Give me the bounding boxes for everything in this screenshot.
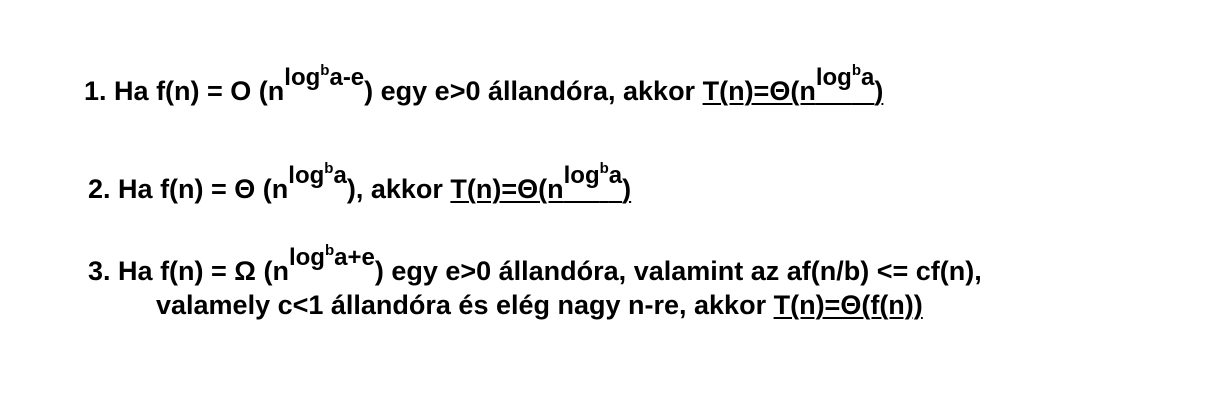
rule-3: [88, 242, 982, 286]
rule-3-continuation: [156, 292, 923, 319]
rule-2-lead: Ha f(n) = Θ (n: [118, 174, 289, 204]
rule-3-lead: Ha f(n) = Ω (n: [118, 256, 289, 286]
rule-1-exponent: $\log^ba-e$: [284, 62, 365, 91]
rule-1: [84, 62, 884, 106]
rule-1-result-exponent: $\log^ba$: [815, 62, 875, 91]
rule-3-result: T(n)=Θ(f(n)): [773, 290, 923, 320]
rule-1-tail: ) egy e>0 állandóra, akkor: [364, 76, 696, 106]
rule-2-number: 2.: [88, 174, 111, 204]
rule-3-exponent: $\log^ba+e$: [288, 242, 375, 271]
rule-1-lead: Ha f(n) = O (n: [114, 76, 285, 106]
rule-1-number: 1.: [84, 76, 107, 106]
rule-3-tail: ) egy e>0 állandóra, valamint az af(n/b) <= cf(n),: [374, 256, 982, 286]
rule-2-tail: ), akkor: [346, 174, 443, 204]
rule-3-number: 3.: [88, 256, 111, 286]
rule-2-result: T(n)=Θ(nlog$^b$a): [450, 160, 632, 204]
rule-2: [88, 160, 632, 204]
rule-2-exponent: $\log^ba$: [288, 160, 347, 189]
rule-1-result: T(n)=Θ(nlog$^b$a): [702, 62, 884, 106]
rule-2-result-exponent: $\log^ba$: [563, 160, 623, 189]
rule-3-line2: valamely c<1 állandóra és elég nagy n-re, akkor: [156, 290, 767, 320]
